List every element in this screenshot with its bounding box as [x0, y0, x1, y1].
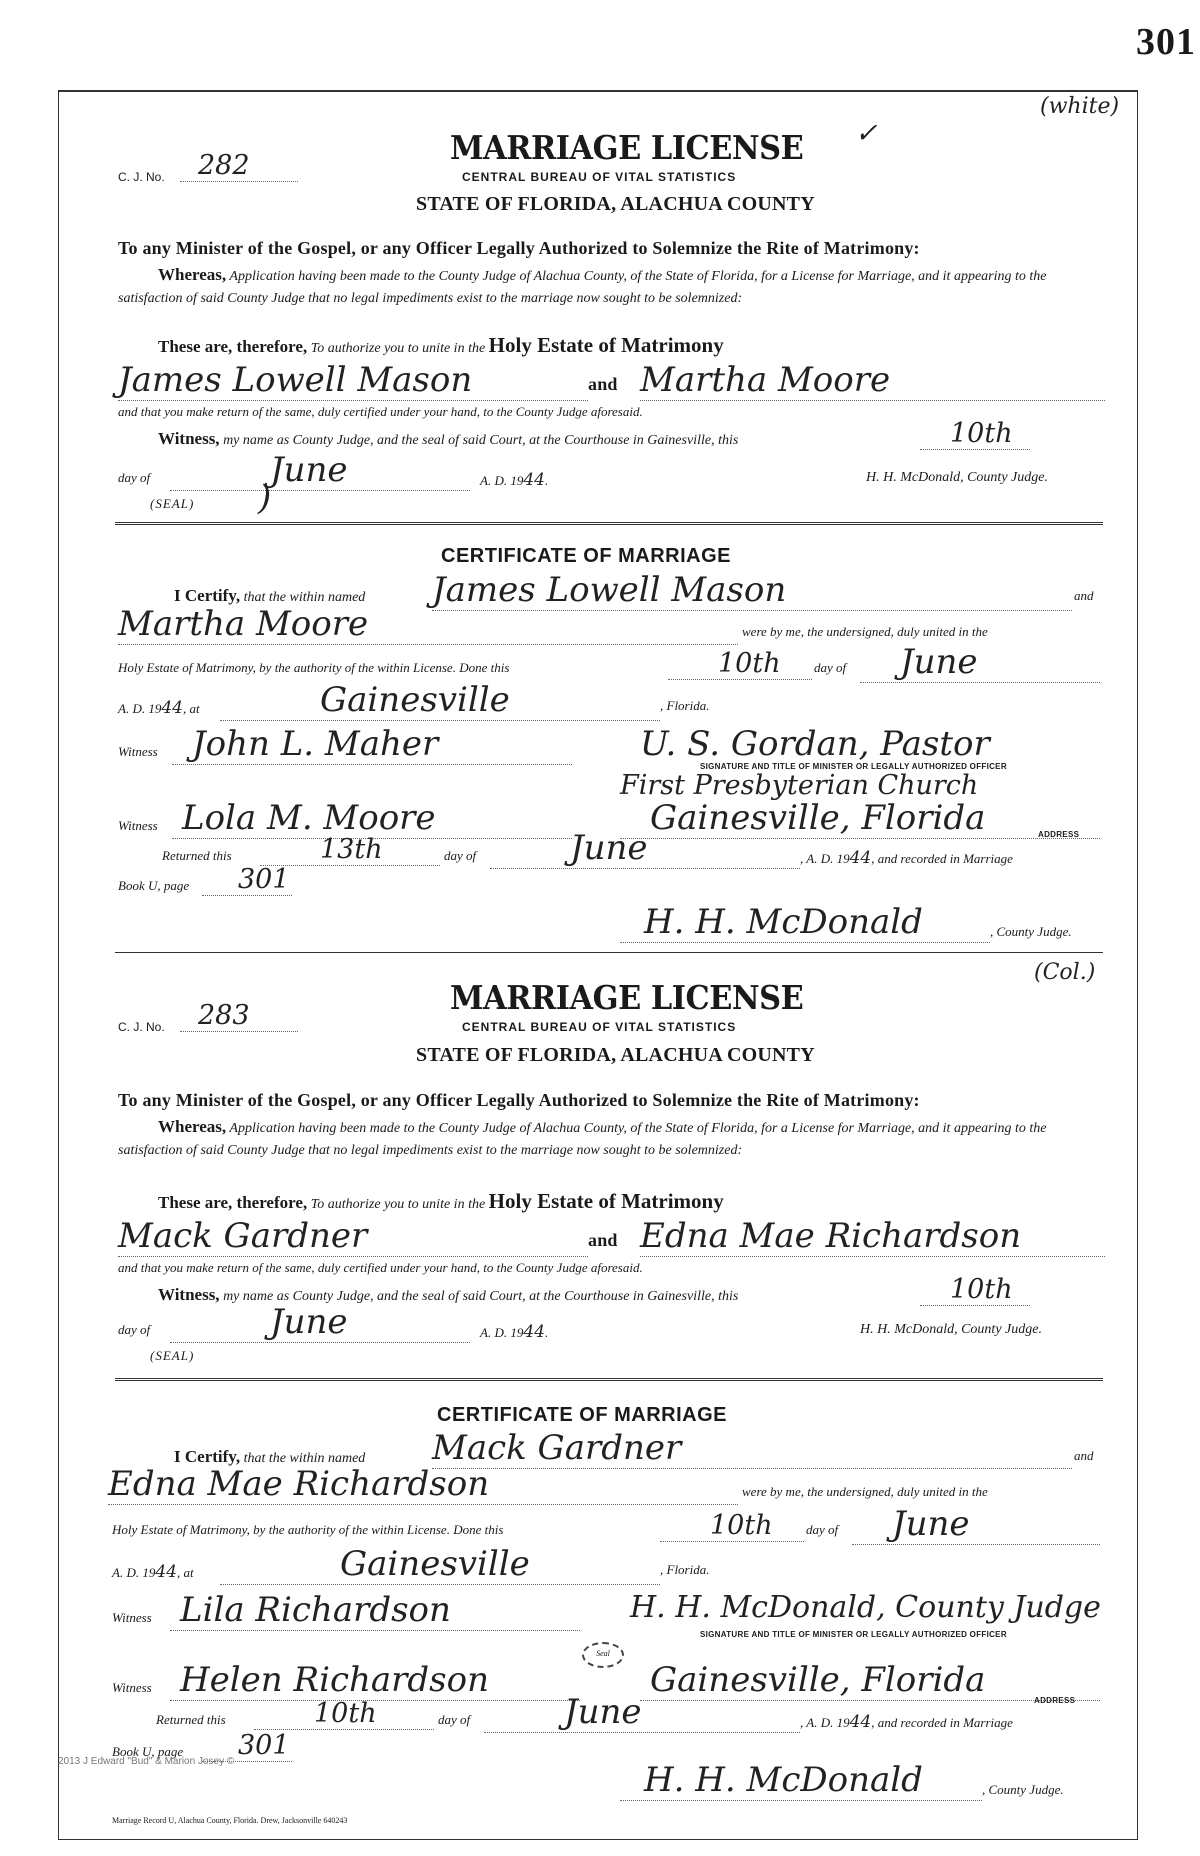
certify-text: that the within named: [243, 1451, 366, 1466]
state-county: STATE OF FLORIDA, ALACHUA COUNTY: [416, 193, 815, 215]
license-ad: A. D. 1944.: [480, 470, 549, 490]
cert-and: and: [1074, 1448, 1094, 1463]
license-month: June: [170, 1302, 470, 1343]
check-mark-icon: ✓: [855, 118, 878, 149]
address-caption: ADDRESS: [1034, 1696, 1076, 1705]
county-judge-label: , County Judge.: [990, 924, 1072, 939]
these-label: These are, therefore,: [158, 337, 308, 356]
and-label: and: [588, 1230, 618, 1250]
recorded-text: , and recorded in Marriage: [871, 851, 1013, 866]
section-divider: [115, 522, 1103, 525]
holy-text: Holy Estate of Matrimony, by the authority of the within License. Done this: [118, 660, 510, 675]
church-name: First Presbyterian Church: [620, 770, 979, 801]
book-label: Book U, page: [112, 1744, 184, 1759]
state-county: STATE OF FLORIDA, ALACHUA COUNTY: [416, 1044, 815, 1066]
marriage-place: Gainesville: [220, 1544, 660, 1585]
witness2-name: Lola M. Moore: [172, 798, 572, 839]
race-note: (white): [1040, 94, 1120, 119]
officer-signature: U. S. Gordan, Pastor: [640, 724, 990, 764]
address-line: To any Minister of the Gospel, or any Officer Legally Authorized to Solemnize the Rite of Matrimony:: [118, 238, 920, 258]
witness-line: [158, 428, 738, 452]
returned-year: 44: [849, 848, 872, 868]
license-month: June: [170, 450, 470, 491]
returned-ad: , A. D. 19: [800, 851, 850, 866]
certificate-title: CERTIFICATE OF MARRIAGE: [437, 1404, 728, 1426]
witness1-name: John L. Maher: [172, 724, 572, 765]
done-day: 10th: [668, 648, 812, 680]
witness-label: Witness,: [158, 1285, 220, 1304]
cert-judge-signature: H. H. McDonald: [620, 1760, 982, 1801]
and-label: and: [588, 374, 618, 394]
county-judge-label: , County Judge.: [982, 1782, 1064, 1797]
returned-ad: , A. D. 19: [800, 1715, 850, 1730]
print-footer: Marriage Record U, Alachua County, Florida. Drew, Jacksonville 640243: [112, 1816, 348, 1825]
done-month: June: [852, 1504, 1100, 1545]
these-label: These are, therefore,: [158, 1193, 308, 1212]
race-note: (Col.): [1034, 960, 1096, 985]
license-year: 44: [523, 1322, 545, 1342]
groom-name: Mack Gardner: [118, 1216, 588, 1257]
certify-label: I Certify,: [174, 1447, 241, 1466]
florida-label: , Florida.: [660, 698, 710, 713]
officer-caption: SIGNATURE AND TITLE OF MINISTER OR LEGALLY AUTHORIZED OFFICER: [700, 762, 1007, 771]
united-text: were by me, the undersigned, duly united in the: [742, 624, 988, 639]
license-subtitle: CENTRAL BUREAU OF VITAL STATISTICS: [462, 170, 737, 184]
return-text: and that you make return of the same, duly certified under your hand, to the County Judge aforesaid.: [118, 404, 643, 419]
returned-ad-line: [800, 848, 1013, 868]
witness2-label: Witness: [118, 818, 158, 833]
witness-label: Witness,: [158, 429, 220, 448]
united-text: were by me, the undersigned, duly united in the: [742, 1484, 988, 1499]
cert-year: 44: [161, 698, 183, 718]
whereas-paragraph: [118, 1116, 1108, 1162]
returned-label: Returned this: [156, 1712, 226, 1727]
certify-text: that the within named: [243, 590, 366, 605]
book-page: 301: [202, 1730, 292, 1762]
returned-day: 10th: [254, 1698, 434, 1730]
ad-at-line: [118, 698, 200, 718]
page-number: 301: [1136, 21, 1196, 63]
cert-groom: Mack Gardner: [432, 1428, 1072, 1469]
whereas-paragraph: [118, 264, 1108, 310]
holy-text: Holy Estate of Matrimony, by the authority of the within License. Done this: [112, 1522, 504, 1537]
license-subtitle: CENTRAL BUREAU OF VITAL STATISTICS: [462, 1020, 737, 1034]
ad-at-label: A. D. 19: [112, 1565, 156, 1580]
month-tail: ): [258, 478, 272, 518]
seal-label: (SEAL): [150, 496, 195, 511]
license-day: 10th: [920, 418, 1030, 450]
witness2-label: Witness: [112, 1680, 152, 1695]
returned-day: 13th: [260, 834, 440, 866]
day-of-label: day of: [118, 470, 151, 485]
bride-name: Edna Mae Richardson: [640, 1216, 1105, 1257]
returned-ad-line: [800, 1712, 1013, 1732]
witness1-label: Witness: [118, 744, 158, 759]
license-year: 44: [523, 470, 545, 490]
witness1-name: Lila Richardson: [170, 1590, 580, 1631]
at-label: , at: [176, 1565, 194, 1580]
returned-year: 44: [849, 1712, 872, 1732]
officer-address: Gainesville, Florida: [640, 1660, 1100, 1701]
cert-groom: James Lowell Mason: [432, 570, 1072, 611]
these-line: [158, 1190, 724, 1216]
section-divider: [115, 1378, 1103, 1381]
returned-label: Returned this: [162, 848, 232, 863]
whereas-label: Whereas,: [158, 265, 227, 284]
ad-label: A. D. 19: [480, 473, 524, 488]
whereas-label: Whereas,: [158, 1117, 227, 1136]
returned-day-of: day of: [438, 1712, 471, 1727]
marriage-place: Gainesville: [220, 680, 660, 721]
whereas-text: Application having been made to the County Judge of Alachua County, of the State of Florida, for a License for Marriage, and it appearing to the satisfaction of said County Judge that no legal impediments exist to the marriage now sought to be solemnized:: [118, 1121, 1047, 1158]
done-day: 10th: [660, 1510, 804, 1542]
book-page: 301: [202, 864, 292, 896]
cj-number: 283: [180, 1000, 298, 1032]
whereas-text: Application having been made to the County Judge of Alachua County, of the State of Florida, for a License for Marriage, and it appearing to the satisfaction of said County Judge that no legal impediments exist to the marriage now sought to be solemnized:: [118, 269, 1047, 306]
address-caption: ADDRESS: [1038, 830, 1080, 839]
returned-day-of: day of: [444, 848, 477, 863]
certificate-title: CERTIFICATE OF MARRIAGE: [441, 545, 732, 567]
cert-bride: Martha Moore: [118, 604, 738, 645]
section-divider: [115, 952, 1103, 953]
recorded-text: , and recorded in Marriage: [871, 1715, 1013, 1730]
returned-month: June: [484, 1692, 800, 1733]
ad-at-line: [112, 1562, 194, 1582]
done-day-of: day of: [814, 660, 847, 675]
book-label: Book U, page: [118, 878, 190, 893]
ad-at-label: A. D. 19: [118, 701, 162, 716]
bride-name: Martha Moore: [640, 360, 1105, 401]
holy-estate: Holy Estate of Matrimony: [488, 333, 724, 357]
witness-text: my name as County Judge, and the seal of said Court, at the Courthouse in Gainesville, this: [223, 433, 739, 448]
these-text: To authorize you to unite in the: [310, 341, 486, 356]
cert-judge-signature: H. H. McDonald: [620, 902, 990, 943]
witness1-label: Witness: [112, 1610, 152, 1625]
cert-bride: Edna Mae Richardson: [108, 1464, 738, 1505]
license-day: 10th: [920, 1274, 1030, 1306]
groom-name: James Lowell Mason: [118, 360, 588, 401]
done-month: June: [860, 642, 1100, 683]
address-line: To any Minister of the Gospel, or any Officer Legally Authorized to Solemnize the Rite of Matrimony:: [118, 1090, 920, 1110]
license-ad: A. D. 1944.: [480, 1322, 549, 1342]
witness2-name: Helen Richardson: [170, 1660, 580, 1701]
witness-text: my name as County Judge, and the seal of said Court, at the Courthouse in Gainesville, this: [223, 1289, 739, 1304]
cj-label: C. J. No.: [118, 170, 165, 184]
cert-and: and: [1074, 588, 1094, 603]
these-text: To authorize you to unite in the: [310, 1197, 486, 1212]
return-text: and that you make return of the same, duly certified under your hand, to the County Judge aforesaid.: [118, 1260, 643, 1275]
cert-year: 44: [155, 1562, 177, 1582]
holy-estate: Holy Estate of Matrimony: [488, 1189, 724, 1213]
copyright-watermark: 2013 J Edward "Bud" & Marion Josey ©: [58, 1756, 235, 1767]
license-title: MARRIAGE LICENSE: [450, 978, 804, 1017]
at-label: , at: [182, 701, 200, 716]
certify-label: I Certify,: [174, 586, 241, 605]
these-line: [158, 334, 724, 360]
officer-address: Gainesville, Florida: [620, 798, 1100, 839]
judge-signature: H. H. McDonald, County Judge.: [866, 470, 1048, 485]
officer-caption: SIGNATURE AND TITLE OF MINISTER OR LEGALLY AUTHORIZED OFFICER: [700, 1630, 1007, 1639]
done-day-of: day of: [806, 1522, 839, 1537]
ad-label: A. D. 19: [480, 1325, 524, 1340]
day-of-label: day of: [118, 1322, 151, 1337]
license-title: MARRIAGE LICENSE: [450, 128, 804, 167]
cj-label: C. J. No.: [118, 1020, 165, 1034]
cj-number: 282: [180, 150, 298, 182]
florida-label: , Florida.: [660, 1562, 710, 1577]
returned-month: June: [490, 828, 800, 869]
judge-signature: H. H. McDonald, County Judge.: [860, 1322, 1042, 1337]
officer-signature: H. H. McDonald, County Judge: [630, 1590, 1101, 1625]
seal-label: (SEAL): [150, 1348, 195, 1363]
seal-stamp: Seal: [582, 1642, 624, 1668]
